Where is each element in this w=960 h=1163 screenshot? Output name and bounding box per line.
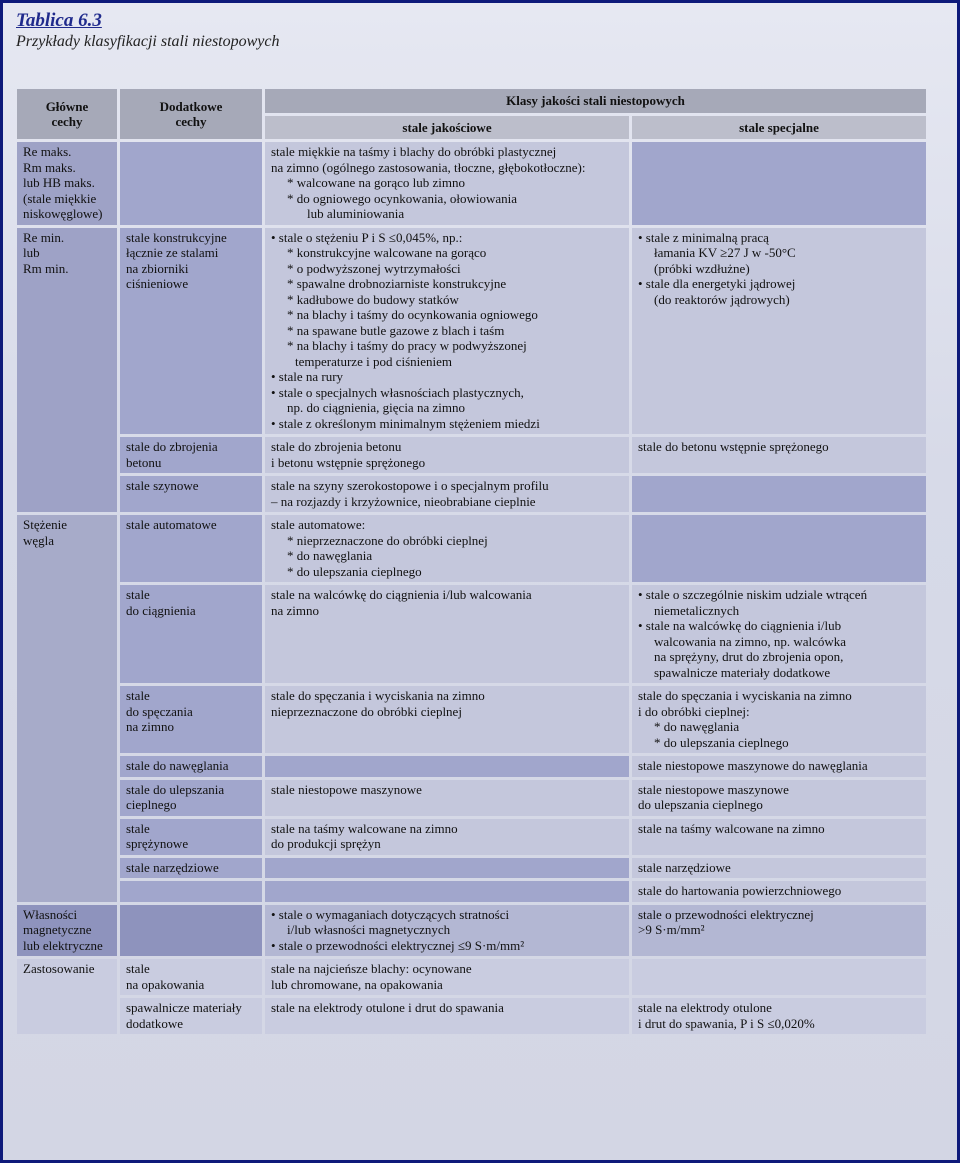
main-feature-cell: Zastosowanie bbox=[17, 959, 117, 1034]
quality-steel-cell: stale miękkie na taśmy i blachy do obróbki plastycznej na zimno (ogólnego zastosowania, tłoczne, głębokotłoczne): * walcowane na gorąco lub zimno * do ogniowego ocynkowania, ołowiowania lub aluminiowania bbox=[265, 142, 629, 225]
table-row bbox=[17, 905, 926, 957]
table-row bbox=[17, 959, 926, 995]
classification-table bbox=[14, 86, 929, 1037]
special-steel-cell: • stale o szczególnie niskim udziale wtrąceń niemetalicznych • stale na walcówkę do ciągnienia i/lub walcowania na zimno, np. walcówka na sprężyny, drut do zbrojenia opon, spawalnicze materiały dodatkowe bbox=[632, 585, 926, 683]
extra-feature-cell bbox=[120, 905, 262, 957]
special-steel-cell: stale niestopowe maszynowe do nawęglania bbox=[632, 756, 926, 777]
special-steel-cell bbox=[632, 515, 926, 582]
extra-feature-cell: stale sprężynowe bbox=[120, 819, 262, 855]
table-row bbox=[17, 881, 926, 902]
quality-steel-cell bbox=[265, 858, 629, 879]
table-row bbox=[17, 686, 926, 753]
extra-feature-cell: stale do nawęglania bbox=[120, 756, 262, 777]
quality-steel-cell: • stale o wymaganiach dotyczących stratności i/lub własności magnetycznych • stale o przewodności elektrycznej ≤9 S·m/mm² bbox=[265, 905, 629, 957]
special-steel-cell: stale niestopowe maszynowe do ulepszania cieplnego bbox=[632, 780, 926, 816]
quality-steel-cell: stale do zbrojenia betonu i betonu wstępnie sprężonego bbox=[265, 437, 629, 473]
special-steel-cell bbox=[632, 142, 926, 225]
special-steel-cell: stale do spęczania i wyciskania na zimno i do obróbki cieplnej: * do nawęglania * do ulepszania cieplnego bbox=[632, 686, 926, 753]
special-steel-cell: stale o przewodności elektrycznej >9 S·m/mm² bbox=[632, 905, 926, 957]
main-feature-cell: Własności magnetyczne lub elektryczne bbox=[17, 905, 117, 957]
table-row bbox=[17, 585, 926, 683]
quality-steel-cell: stale na najcieńsze blachy: ocynowane lub chromowane, na opakowania bbox=[265, 959, 629, 995]
quality-steel-cell: stale automatowe: * nieprzeznaczone do obróbki cieplnej * do nawęglania * do ulepszania cieplnego bbox=[265, 515, 629, 582]
quality-steel-cell: stale do spęczania i wyciskania na zimno nieprzeznaczone do obróbki cieplnej bbox=[265, 686, 629, 753]
table-row bbox=[17, 756, 926, 777]
special-steel-cell: stale na taśmy walcowane na zimno bbox=[632, 819, 926, 855]
special-steel-cell bbox=[632, 476, 926, 512]
table-row bbox=[17, 858, 926, 879]
extra-feature-cell: stale automatowe bbox=[120, 515, 262, 582]
quality-steel-cell: stale na szyny szerokostopowe i o specjalnym profilu – na rozjazdy i krzyżownice, nieobrabiane cieplnie bbox=[265, 476, 629, 512]
table-number: Tablica 6.3 bbox=[16, 10, 102, 31]
extra-feature-cell: stale na opakowania bbox=[120, 959, 262, 995]
header-special-steels: stale specjalne bbox=[632, 116, 926, 140]
extra-feature-cell: spawalnicze materiały dodatkowe bbox=[120, 998, 262, 1034]
special-steel-cell: stale narzędziowe bbox=[632, 858, 926, 879]
extra-feature-cell: stale narzędziowe bbox=[120, 858, 262, 879]
quality-steel-cell: stale na taśmy walcowane na zimno do produkcji sprężyn bbox=[265, 819, 629, 855]
table-row bbox=[17, 476, 926, 512]
main-feature-cell: Re maks. Rm maks. lub HB maks. (stale miękkie niskowęglowe) bbox=[17, 142, 117, 225]
table-title: Przykłady klasyfikacji stali niestopowych bbox=[16, 33, 280, 50]
special-steel-cell: stale do hartowania powierzchniowego bbox=[632, 881, 926, 902]
quality-steel-cell: stale niestopowe maszynowe bbox=[265, 780, 629, 816]
header-row-1 bbox=[17, 89, 926, 113]
extra-feature-cell bbox=[120, 881, 262, 902]
extra-feature-cell: stale konstrukcyjne łącznie ze stalami na zbiorniki ciśnieniowe bbox=[120, 228, 262, 435]
special-steel-cell bbox=[632, 959, 926, 995]
header-extra-features: Dodatkowe cechy bbox=[120, 89, 262, 139]
header-quality-steels: stale jakościowe bbox=[265, 116, 629, 140]
extra-feature-cell: stale do ciągnienia bbox=[120, 585, 262, 683]
extra-feature-cell: stale szynowe bbox=[120, 476, 262, 512]
quality-steel-cell: stale na walcówkę do ciągnienia i/lub walcowania na zimno bbox=[265, 585, 629, 683]
main-feature-cell: Re min. lub Rm min. bbox=[17, 228, 117, 513]
special-steel-cell: • stale z minimalną pracą łamania KV ≥27 J w -50°C (próbki wzdłużne) • stale dla energetyki jądrowej (do reaktorów jądrowych) bbox=[632, 228, 926, 435]
extra-feature-cell: stale do zbrojenia betonu bbox=[120, 437, 262, 473]
extra-feature-cell: stale do spęczania na zimno bbox=[120, 686, 262, 753]
table-row bbox=[17, 515, 926, 582]
table-row bbox=[17, 998, 926, 1034]
quality-steel-cell bbox=[265, 881, 629, 902]
extra-feature-cell: stale do ulepszania cieplnego bbox=[120, 780, 262, 816]
main-feature-cell: Stężenie węgla bbox=[17, 515, 117, 902]
quality-steel-cell bbox=[265, 756, 629, 777]
special-steel-cell: stale na elektrody otulone i drut do spawania, P i S ≤0,020% bbox=[632, 998, 926, 1034]
extra-feature-cell bbox=[120, 142, 262, 225]
quality-steel-cell: • stale o stężeniu P i S ≤0,045%, np.: * konstrukcyjne walcowane na gorąco * o podwyższonej wytrzymałości * spawalne drobnoziarniste konstrukcyjne * kadłubowe do budowy statków * na blachy i taśmy do ocynkowania ogniowego * na spawane butle gazowe z blach i taśm * na blachy i taśmy do pracy w podwyższonej temperaturze i pod ciśnieniem • stale na rury • stale o specjalnych własnościach plastycznych, np. do ciągnienia, gięcia na zimno • stale z określonym minimalnym stężeniem miedzi bbox=[265, 228, 629, 435]
special-steel-cell: stale do betonu wstępnie sprężonego bbox=[632, 437, 926, 473]
table-row bbox=[17, 142, 926, 225]
header-main-features: Główne cechy bbox=[17, 89, 117, 139]
table-row bbox=[17, 437, 926, 473]
table-row bbox=[17, 228, 926, 435]
header-quality-classes: Klasy jakości stali niestopowych bbox=[265, 89, 926, 113]
table-row bbox=[17, 819, 926, 855]
quality-steel-cell: stale na elektrody otulone i drut do spawania bbox=[265, 998, 629, 1034]
table-caption bbox=[16, 10, 280, 52]
table-row bbox=[17, 780, 926, 816]
